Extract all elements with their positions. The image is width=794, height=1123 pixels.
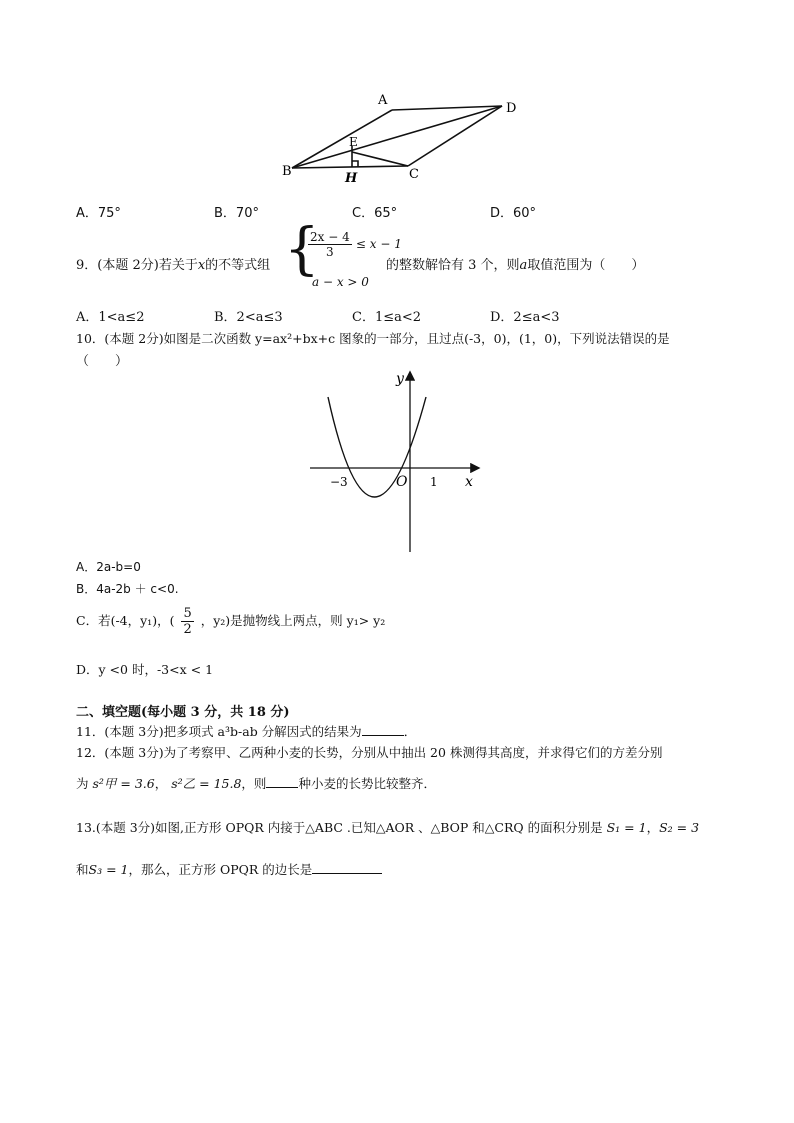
q11-answer-blank[interactable]	[362, 723, 404, 736]
q9-var-a: a	[519, 258, 528, 273]
q12-line2-pre: 为	[76, 776, 89, 791]
q12-line1: 12．(本题 3分)为了考察甲、乙两种小麦的长势，分别从中抽出 20 株测得其高度，并求得它们的方差分别	[76, 745, 663, 760]
q10-option-c-den: 2	[183, 622, 192, 637]
q13-line1	[76, 818, 699, 836]
q12-variance-jia: s²甲 = 3.6	[92, 776, 155, 791]
q11-end: ．	[403, 724, 417, 739]
graph-origin-label: O	[396, 474, 408, 490]
q12-answer-blank[interactable]	[266, 775, 298, 788]
q11	[76, 722, 416, 740]
q8-option-a: A．75°	[76, 206, 121, 221]
q9-suffix-a: 的整数解恰有 3 个，则	[386, 258, 520, 273]
q12-line2-post: 种小麦的长势比较整齐．	[298, 776, 436, 791]
q12-line2-mid: ，则	[241, 776, 267, 791]
q10-parabola-graph	[300, 365, 490, 557]
label-E: E	[349, 135, 358, 149]
graph-one-label: 1	[430, 475, 438, 489]
graph-x-label: x	[465, 474, 473, 490]
section-heading: 二、填空题(每小题 3 分，共 18 分)	[76, 705, 290, 720]
q9-option-b: B．2<a≤3	[214, 310, 283, 325]
edge-EC	[352, 152, 408, 166]
q9-mid: 的不等式组	[205, 258, 271, 273]
q9-brace: {	[284, 217, 320, 282]
q10-stem-line2: （ ）	[76, 354, 129, 369]
q10-option-c-pre: C．若(-4，y₁)，(	[76, 613, 175, 628]
q9-var-x: x	[197, 258, 206, 273]
label-A: A	[378, 93, 388, 108]
q10-option-d: D．y <0 时，-3<x < 1	[76, 662, 214, 677]
q13-s3: S₃ = 1	[88, 862, 129, 877]
q13-line2	[76, 860, 382, 878]
q13-s1: S₁ = 1	[606, 820, 647, 835]
q9-ineq1-den: 3	[326, 245, 334, 259]
q8-option-b: B．70°	[214, 206, 259, 221]
q12-variance-yi: s²乙 = 15.8	[171, 776, 242, 791]
edge-BD	[292, 106, 502, 168]
edge-BC	[292, 166, 408, 168]
q10-option-b: B．4a-2b ＋ c<0.	[76, 582, 179, 596]
q12-line2	[76, 774, 436, 792]
q9-suffix	[386, 254, 644, 273]
edge-AD	[392, 106, 502, 110]
q9-suffix-b: 取值范围为（ ）	[527, 258, 645, 273]
q8-option-c: C．65°	[352, 206, 398, 221]
q9-ineq1-rhs: ≤ x − 1	[355, 237, 402, 251]
q13-line1-pre: 13.(本题 3分)如图,正方形 OPQR 内接于△ABC .已知△AOR 、△BOP 和△CRQ 的面积分别是	[76, 820, 603, 835]
q13-comma: ，	[646, 820, 660, 835]
q8-option-d: D．60°	[490, 206, 537, 221]
label-H: H	[345, 171, 358, 186]
q13-answer-blank[interactable]	[312, 861, 382, 874]
q13-line2-pre: 和	[76, 862, 89, 877]
q9-ineq1-num: 2x − 4	[310, 230, 350, 244]
q10-option-c-num: 5	[183, 606, 192, 621]
q10-option-c	[76, 606, 385, 637]
q9-option-c: C．1≤a<2	[352, 310, 422, 325]
q9-ineq2: a − x > 0	[312, 275, 369, 289]
q9-prefix: 9．(本题 2分)若关于	[76, 258, 198, 273]
label-B: B	[282, 164, 292, 179]
q9-option-a: A．1<a≤2	[76, 310, 145, 325]
q10-option-a: A．2a-b=0	[76, 560, 141, 574]
q10-option-c-post: ，y₂)是抛物线上两点，则 y₁> y₂	[200, 613, 386, 628]
q13-s2: S₂ = 3	[659, 820, 700, 835]
edge-BA	[292, 110, 392, 168]
label-D: D	[506, 101, 517, 116]
q10-stem-line1: 10．(本题 2分)如图是二次函数 y=ax²+bx+c 图象的一部分，且过点(-3，0)，(1，0)，下列说法错误的是	[76, 331, 670, 346]
q8-figure	[270, 88, 530, 188]
q13-line2-post: ，那么，正方形 OPQR 的边长是	[128, 862, 313, 877]
q11-text: 11．(本题 3分)把多项式 a³b-ab 分解因式的结果为	[76, 724, 362, 739]
edge-DC	[408, 106, 502, 166]
graph-neg3-label: −3	[330, 475, 348, 489]
graph-y-label: y	[396, 371, 404, 387]
label-C: C	[409, 167, 419, 182]
q9-option-d: D．2≤a<3	[490, 310, 560, 325]
q9-stem	[76, 254, 270, 273]
q12-sep: ，	[154, 776, 168, 791]
